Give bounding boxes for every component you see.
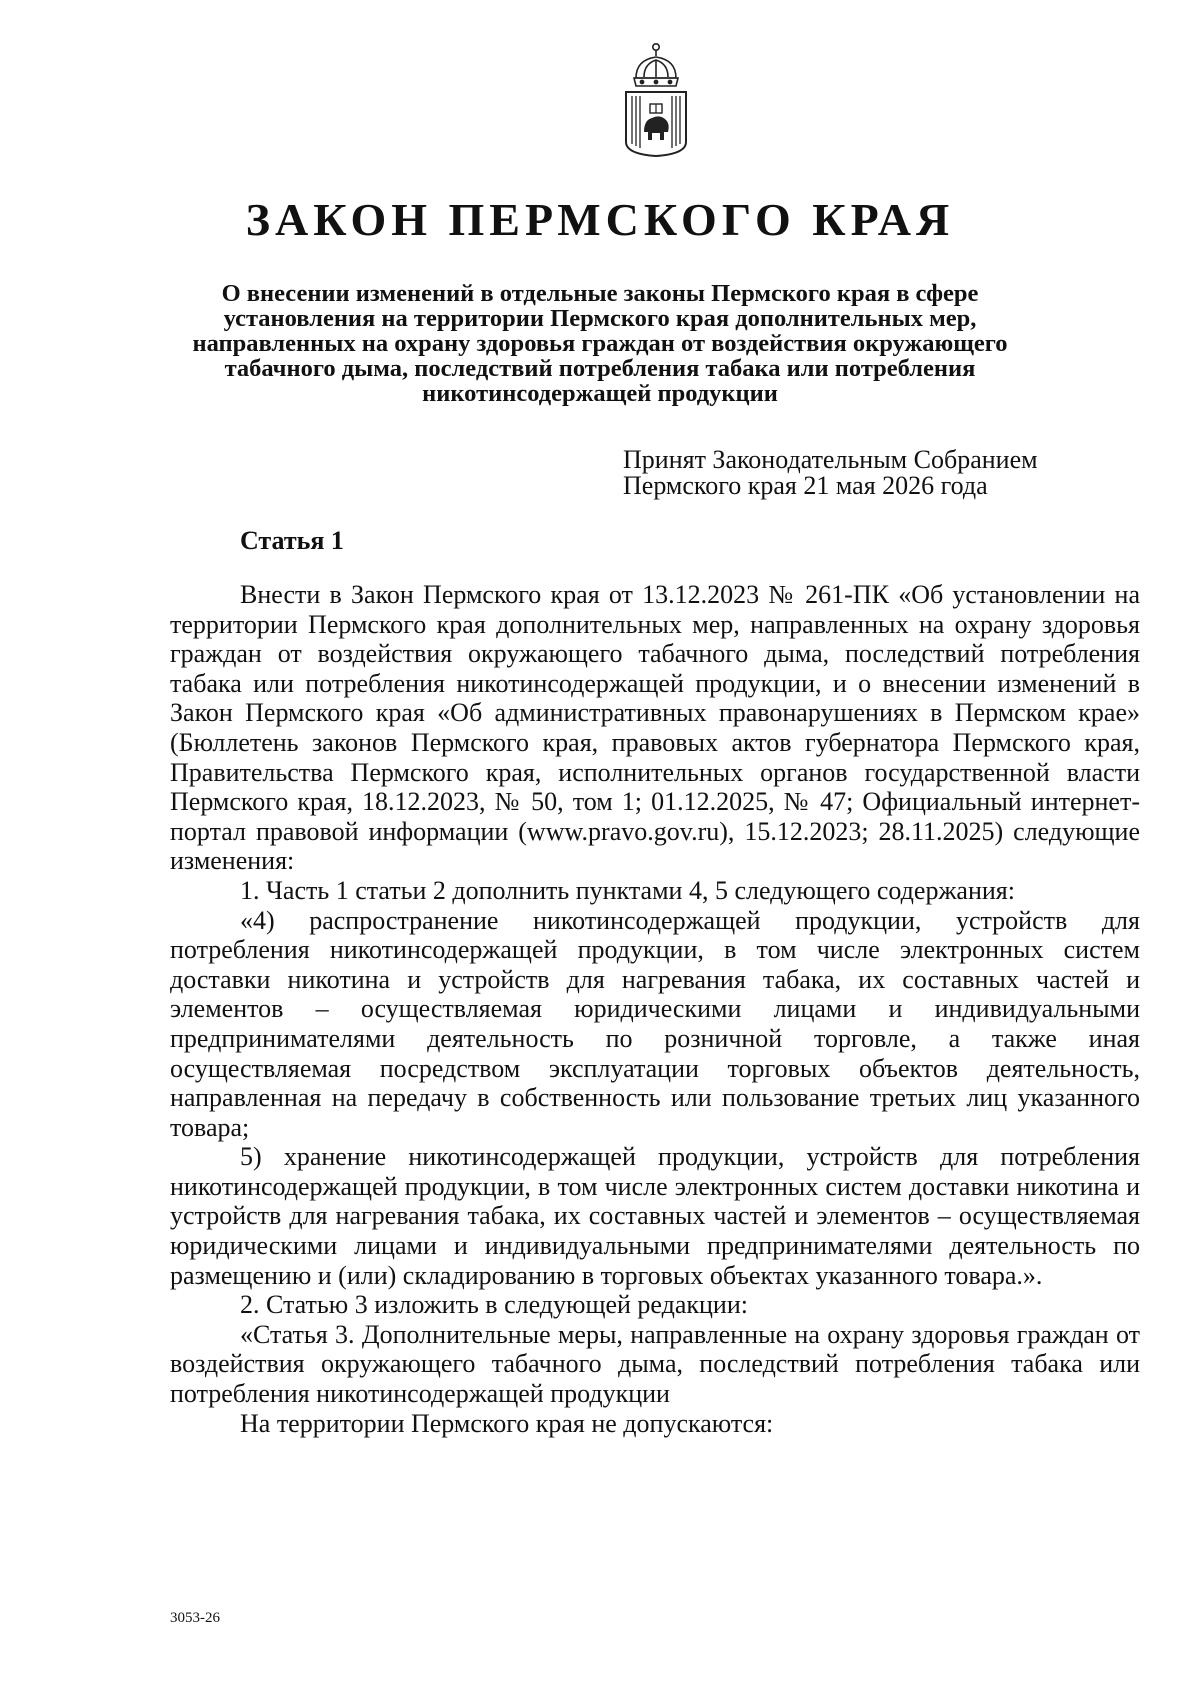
article-paragraph: 5) хранение никотинсодержащей продукции, устройств для потребления никотинсодержащей продукции, в том числе электронных систем доставки никотина и устройств для нагревания табака, их составных частей и элементов – осуществляемая юридическими лицами и индивидуальными предпринимателями деятельность по размещению и (или) складированию в торговых объектах указанного товара.». (170, 1142, 1140, 1290)
document-code: 3053-26 (170, 1610, 220, 1626)
law-title: ЗАКОН ПЕРМСКОГО КРАЯ (245, 194, 955, 245)
law-subtitle: О внесении изменений в отдельные законы Пермского края в сфере установления на территории Пермского края дополнительных мер, направленных на охрану здоровья граждан от воздействия окружающего табачного дыма, последствий потребления табака или потребления никотинсодержащей продукции (192, 280, 1008, 407)
adoption-line-1: Принят Законодательным Собранием (623, 445, 1038, 474)
article-heading: Статья 1 (240, 526, 344, 555)
coat-of-arms-icon (622, 40, 690, 158)
article-paragraph: «4) распространение никотинсодержащей продукции, устройств для потребления никотинсодержащей продукции, в том числе электронных систем доставки никотина и устройств для нагревания табака, их составных частей и элементов – осуществляемая юридическими лицами и индивидуальными предпринимателями деятельность по розничной торговле, а также иная осуществляемая посредством эксплуатации торговых объектов деятельность, направленная на передачу в собственность или пользование третьих лиц указанного товара; (170, 905, 1140, 1142)
article-paragraph: 2. Статью 3 изложить в следующей редакции: (240, 1290, 748, 1320)
adoption-line-2: Пермского края 21 мая 2026 года (623, 471, 988, 500)
article-body (170, 580, 1140, 1438)
article-paragraph: «Статья 3. Дополнительные меры, направленные на охрану здоровья граждан от воздействия окружающего табачного дыма, последствий потребления табака или потребления никотинсодержащей продукции (170, 1319, 1140, 1409)
article-paragraph: 1. Часть 1 статьи 2 дополнить пунктами 4, 5 следующего содержания: (240, 875, 1015, 905)
adoption-note (623, 447, 1038, 499)
article-paragraph: Внести в Закон Пермского края от 13.12.2023 № 261-ПК «Об установлении на территории Пермского края дополнительных мер, направленных на охрану здоровья граждан от воздействия окружающего табачного дыма, последствий потребления табака или потребления никотинсодержащей продукции, и о внесении изменений в Закон Пермского края «Об административных правонарушениях в Пермском крае» (Бюллетень законов Пермского края, правовых актов губернатора Пермского края, Правительства Пермского края, исполнительных органов государственной власти Пермского края, 18.12.2023, № 50, том 1; 01.12.2025, № 47; Официальный интернет-портал правовой информации (www.pravo.gov.ru), 15.12.2023; 28.11.2025) следующие изменения: (170, 580, 1140, 876)
article-paragraph: На территории Пермского края не допускаются: (240, 1408, 774, 1438)
